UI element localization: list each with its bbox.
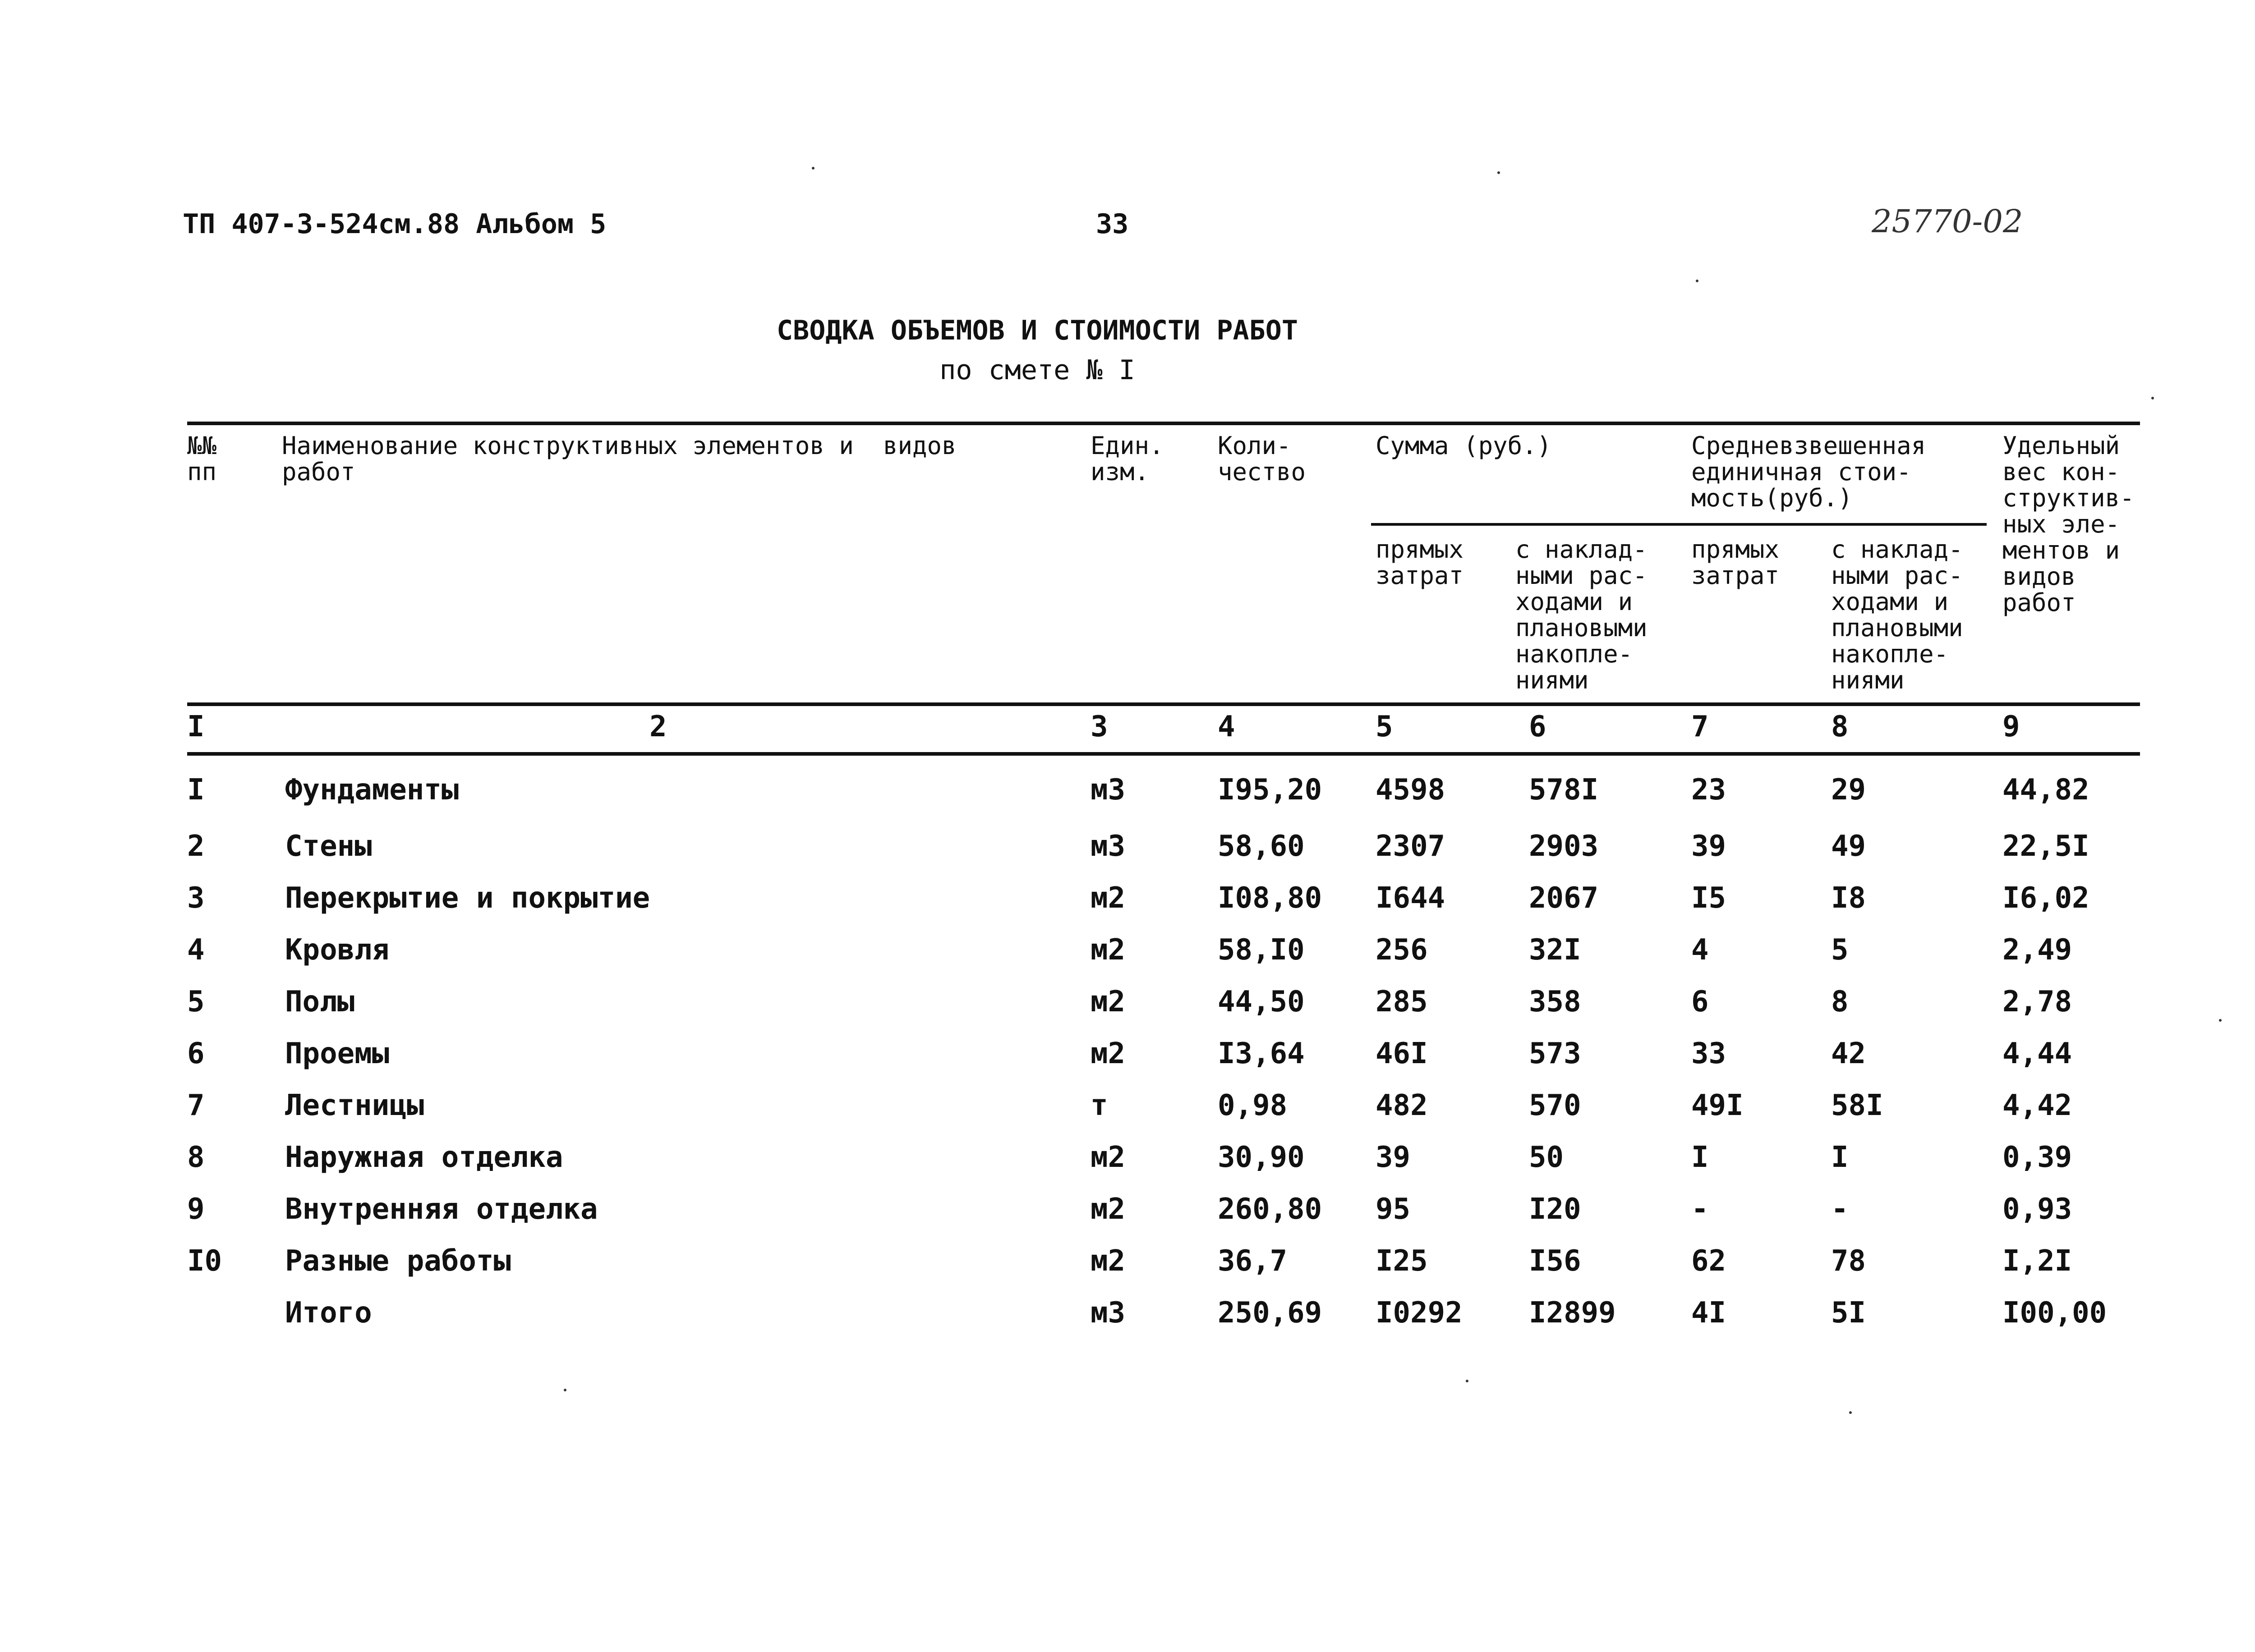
col-header-weight: Удельный вес кон- структив- ных эле- ментов и видов работ [2002,431,2135,617]
col-number: 7 [1691,710,1709,743]
row-sum-overhead: 32I [1529,933,1581,967]
document-subtitle: по смете № I [939,354,1135,386]
page-number: 33 [1096,208,1129,240]
row-name: Разные работы [285,1244,511,1278]
row-name: Проемы [285,1037,390,1070]
row-unit: м3 [1091,830,1126,863]
row-avg-direct: 4 [1691,933,1709,967]
row-sum-overhead: 578I [1529,773,1599,807]
col-header-avg: Средневзвешенная единичная стои- мость(руб.) [1691,431,1926,512]
row-avg-overhead: 78 [1831,1244,1866,1278]
row-avg-overhead: 8 [1831,985,1849,1019]
row-avg-direct: 4I [1691,1296,1726,1330]
table-row [0,881,2255,927]
row-sum-overhead: I56 [1529,1244,1581,1278]
row-avg-overhead: - [1831,1193,1849,1226]
row-quantity: 58,60 [1218,830,1305,863]
row-avg-overhead: I [1831,1141,1849,1174]
row-sum-overhead: I2899 [1529,1296,1616,1330]
row-avg-overhead: 29 [1831,773,1866,807]
row-quantity: 250,69 [1218,1296,1322,1330]
row-quantity: 44,50 [1218,985,1305,1019]
col-number: I [187,710,205,743]
row-name: Лестницы [285,1089,424,1122]
table-row [0,830,2255,875]
row-weight: 0,39 [2002,1141,2072,1174]
table-top-rule [187,422,2140,425]
row-weight: 22,5I [2002,830,2089,863]
row-sum-direct: I25 [1376,1244,1428,1278]
row-avg-overhead: 42 [1831,1037,1866,1070]
row-unit: м2 [1091,1193,1126,1226]
row-name: Внутренняя отделка [285,1193,598,1226]
row-name: Кровля [285,933,390,967]
row-sum-overhead: 358 [1529,985,1581,1019]
row-number: 5 [187,985,205,1019]
row-avg-overhead: 58I [1831,1089,1883,1122]
row-avg-overhead: 5 [1831,933,1849,967]
scan-speck [564,1389,566,1391]
col-header-avg-direct: прямых затрат [1691,535,1780,590]
row-avg-direct: 49I [1691,1089,1744,1122]
table-row [0,1037,2255,1082]
row-weight: 44,82 [2002,773,2089,807]
scan-speck [2151,397,2154,399]
row-avg-overhead: I8 [1831,881,1866,915]
scan-speck [1696,280,1698,282]
col-header-sum-direct: прямых затрат [1376,535,1464,590]
col-number: 9 [2002,710,2020,743]
row-weight: 0,93 [2002,1193,2072,1226]
row-weight: 2,49 [2002,933,2072,967]
row-name: Итого [285,1296,372,1330]
row-name: Перекрытие и покрытие [285,881,650,915]
row-weight: 2,78 [2002,985,2072,1019]
row-quantity: I08,80 [1218,881,1322,915]
row-number: I0 [187,1244,222,1278]
row-avg-direct: - [1691,1193,1709,1226]
row-avg-direct: 23 [1691,773,1726,807]
row-sum-direct: 4598 [1376,773,1445,807]
scan-speck [1849,1411,1852,1414]
row-sum-direct: I0292 [1376,1296,1463,1330]
row-quantity: 0,98 [1218,1089,1288,1122]
table-row [0,1244,2255,1289]
row-sum-overhead: 50 [1529,1141,1564,1174]
row-number: I [187,773,205,807]
col-number: 6 [1529,710,1546,743]
table-row [0,1141,2255,1186]
row-number: 8 [187,1141,205,1174]
col-number: 2 [649,710,667,743]
row-sum-overhead: 570 [1529,1089,1581,1122]
row-unit: м2 [1091,1037,1126,1070]
table-row [0,985,2255,1030]
row-avg-direct: 6 [1691,985,1709,1019]
col-number: 3 [1091,710,1108,743]
row-number: 7 [187,1089,205,1122]
table-row [0,773,2255,818]
col-header-name: Наименование конструктивных элементов и видов работ [282,431,957,486]
col-number: 5 [1376,710,1393,743]
row-weight: I00,00 [2002,1296,2107,1330]
row-sum-direct: 482 [1376,1089,1428,1122]
sum-subheader-rule [1371,523,1687,526]
column-numbers-bottom-rule [187,752,2140,756]
row-avg-direct: I [1691,1141,1709,1174]
row-number: 9 [187,1193,205,1226]
col-number: 4 [1218,710,1235,743]
row-name: Полы [285,985,355,1019]
row-sum-overhead: 573 [1529,1037,1581,1070]
row-weight: I,2I [2002,1244,2072,1278]
row-unit: м3 [1091,773,1126,807]
col-header-sum-overhead: с наклад- ными рас- ходами и плановыми накопле- ниями [1515,535,1648,694]
row-sum-overhead: 2903 [1529,830,1599,863]
row-avg-overhead: 49 [1831,830,1866,863]
row-sum-direct: 285 [1376,985,1428,1019]
row-number: 4 [187,933,205,967]
row-number: 6 [187,1037,205,1070]
document-title: СВОДКА ОБЪЕМОВ И СТОИМОСТИ РАБОТ [777,315,1298,346]
col-header-num: №№ пп [187,431,217,486]
document-code: ТП 407-3-524см.88 Альбом 5 [183,208,607,240]
table-row [0,933,2255,978]
scan-speck [812,167,815,170]
column-numbers-top-rule [187,702,2140,706]
row-unit: м2 [1091,1244,1126,1278]
row-number: 3 [187,881,205,915]
col-header-sum: Сумма (руб.) [1376,431,1552,460]
row-sum-overhead: I20 [1529,1193,1581,1226]
row-quantity: 36,7 [1218,1244,1288,1278]
col-header-avg-overhead: с наклад- ными рас- ходами и плановыми накопле- ниями [1831,535,1963,694]
row-name: Стены [285,830,372,863]
row-unit: м3 [1091,1296,1126,1330]
row-weight: I6,02 [2002,881,2089,915]
row-sum-overhead: 2067 [1529,881,1599,915]
scan-speck [1466,1380,1468,1382]
row-unit: т [1091,1089,1108,1122]
row-sum-direct: 39 [1376,1141,1411,1174]
row-quantity: I95,20 [1218,773,1322,807]
row-avg-direct: I5 [1691,881,1726,915]
row-quantity: 58,I0 [1218,933,1305,967]
row-unit: м2 [1091,985,1126,1019]
row-unit: м2 [1091,933,1126,967]
col-header-qty: Коли- чество [1218,431,1306,486]
row-weight: 4,42 [2002,1089,2072,1122]
row-avg-overhead: 5I [1831,1296,1866,1330]
col-number: 8 [1831,710,1849,743]
scan-speck [2219,1019,2222,1022]
table-row [0,1296,2255,1341]
row-quantity: 30,90 [1218,1141,1305,1174]
avg-subheader-rule [1684,523,1987,526]
row-sum-direct: 46I [1376,1037,1428,1070]
row-quantity: 260,80 [1218,1193,1322,1226]
row-sum-direct: I644 [1376,881,1445,915]
row-unit: м2 [1091,881,1126,915]
row-unit: м2 [1091,1141,1126,1174]
row-number: 2 [187,830,205,863]
col-header-unit: Един. изм. [1091,431,1164,486]
inventory-stamp: 25770-02 [1872,203,2023,240]
row-sum-direct: 2307 [1376,830,1445,863]
row-quantity: I3,64 [1218,1037,1305,1070]
table-row [0,1193,2255,1238]
row-weight: 4,44 [2002,1037,2072,1070]
row-avg-direct: 62 [1691,1244,1726,1278]
row-name: Наружная отделка [285,1141,563,1174]
table-row [0,1089,2255,1134]
scan-speck [1497,171,1500,174]
row-name: Фундаменты [285,773,459,807]
row-sum-direct: 256 [1376,933,1428,967]
row-avg-direct: 39 [1691,830,1726,863]
row-avg-direct: 33 [1691,1037,1726,1070]
row-sum-direct: 95 [1376,1193,1411,1226]
